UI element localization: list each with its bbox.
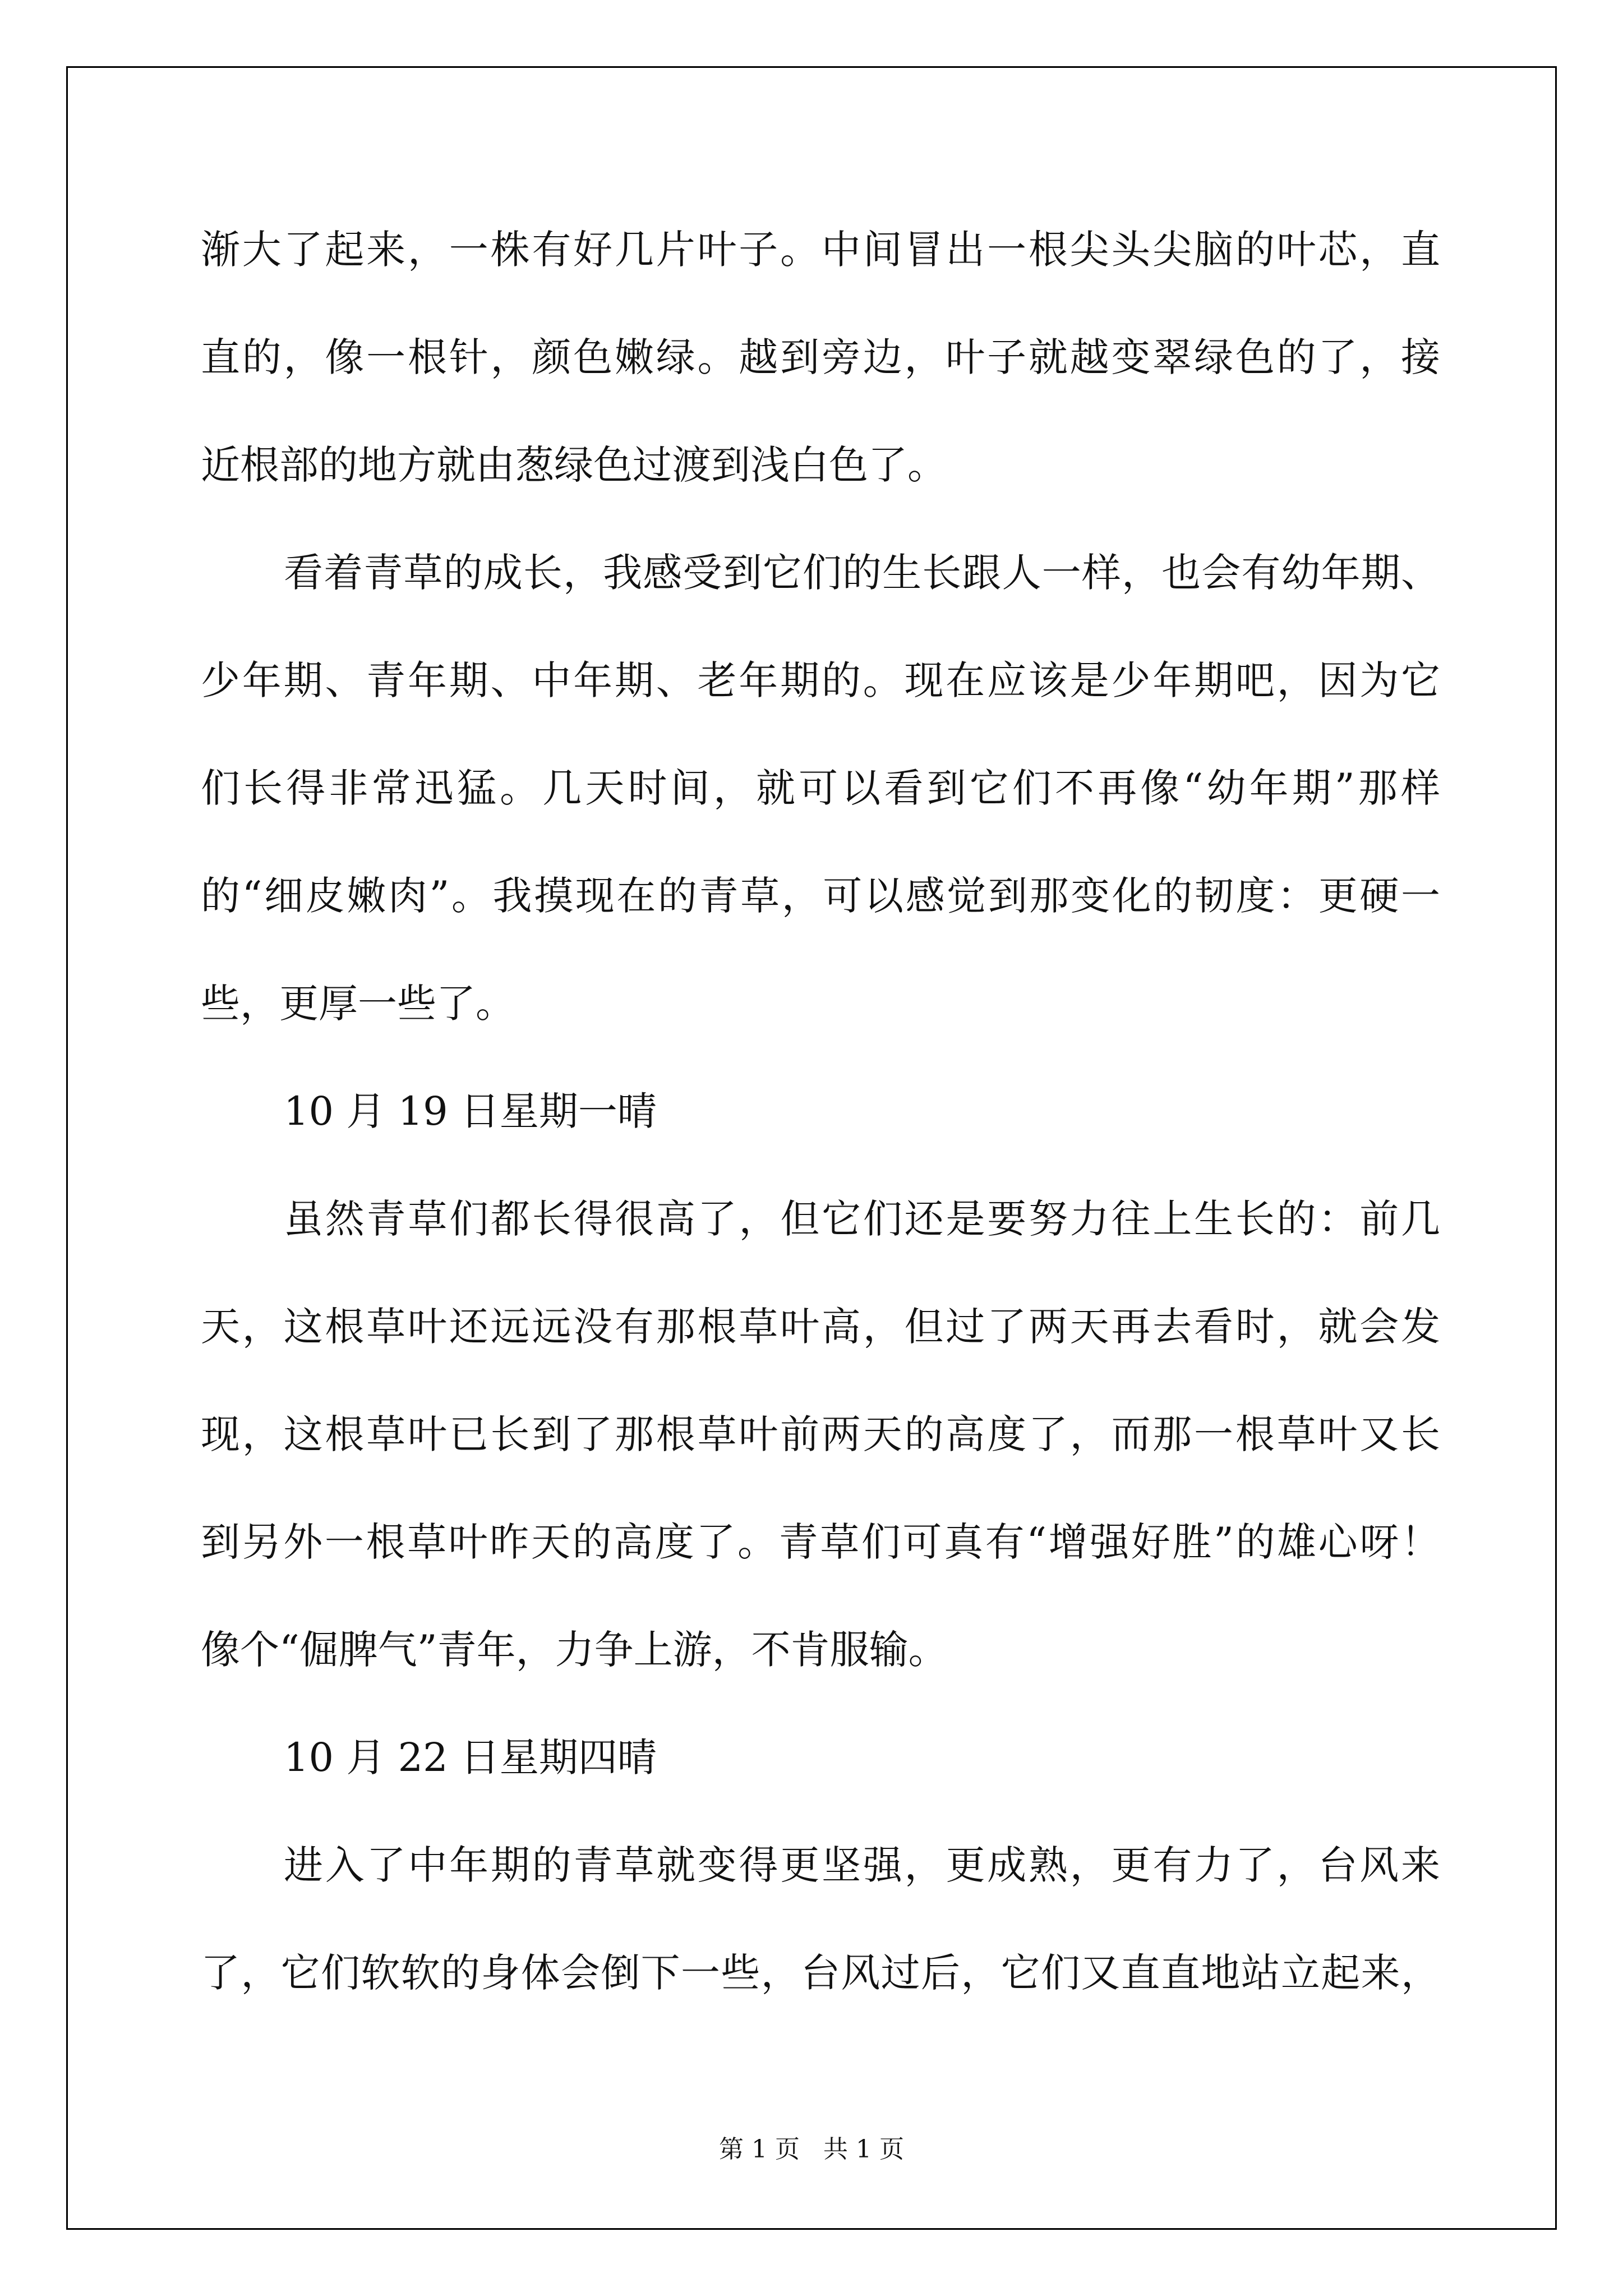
document-body xyxy=(201,213,1440,2044)
page-number-footer: 第 1 页 共 1 页 xyxy=(719,2135,904,2164)
text-line: 们长得非常迅猛。几天时间，就可以看到它们不再像“幼年期”那样 xyxy=(201,765,1440,811)
text-line: 现，这根草叶已长到了那根草叶前两天的高度了，而那一根草叶又长 xyxy=(201,1411,1440,1457)
text-line: 的“细皮嫩肉”。我摸现在的青草，可以感觉到那变化的韧度：更硬一 xyxy=(201,873,1440,919)
date-heading: 10 月 22 日星期四晴 xyxy=(284,1734,657,1780)
text-line: 些，更厚一些了。 xyxy=(201,981,515,1027)
text-line: 进入了中年期的青草就变得更坚强，更成熟，更有力了，台风来 xyxy=(284,1842,1440,1888)
text-line: 到另外一根草叶昨天的高度了。青草们可真有“增强好胜”的雄心呀！ xyxy=(201,1519,1440,1565)
text-line: 像个“倔脾气”青年，力争上游，不肯服输。 xyxy=(201,1627,948,1673)
text-line: 少年期、青年期、中年期、老年期的。现在应该是少年期吧，因为它 xyxy=(201,657,1440,703)
text-line: 看着青草的成长，我感受到它们的生长跟人一样，也会有幼年期、 xyxy=(284,550,1440,596)
text-line: 了，它们软软的身体会倒下一些，台风过后，它们又直直地站立起来， xyxy=(201,1950,1440,1996)
text-line: 直的，像一根针，颜色嫩绿。越到旁边，叶子就越变翠绿色的了，接 xyxy=(201,334,1440,380)
text-line: 渐大了起来，一株有好几片叶子。中间冒出一根尖头尖脑的叶芯，直 xyxy=(201,227,1440,273)
text-line: 天，这根草叶还远远没有那根草叶高，但过了两天再去看时，就会发 xyxy=(201,1304,1440,1350)
date-heading: 10 月 19 日星期一晴 xyxy=(284,1088,657,1134)
text-line: 虽然青草们都长得很高了，但它们还是要努力往上生长的：前几 xyxy=(284,1196,1440,1242)
text-line: 近根部的地方就由葱绿色过渡到浅白色了。 xyxy=(201,442,947,488)
